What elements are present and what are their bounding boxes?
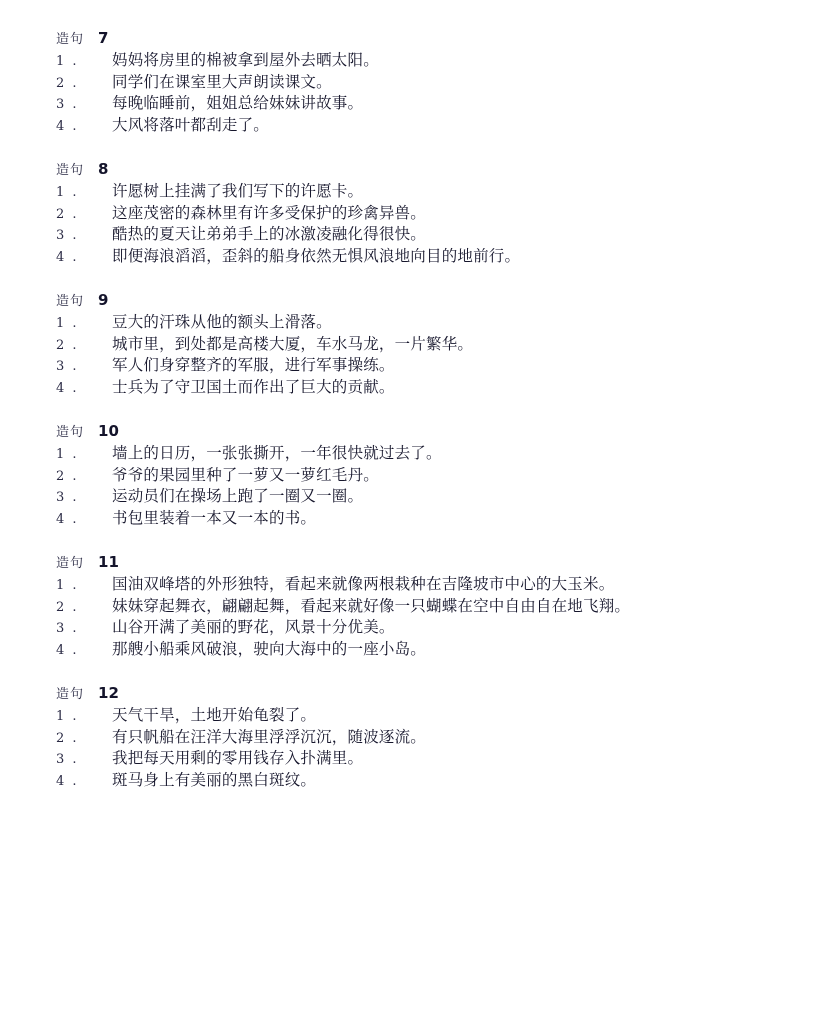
- group-number: 9: [98, 291, 109, 309]
- item-marker: 2 .: [56, 337, 79, 353]
- list-item: [56, 72, 785, 91]
- sentence-list: [56, 53, 785, 133]
- sentence-text: 酷热的夏天让弟弟手上的冰激凌融化得很快。: [112, 225, 427, 243]
- item-marker: 2 .: [56, 206, 79, 222]
- item-marker: 2 .: [56, 468, 79, 484]
- sentence-text: 大风将落叶都刮走了。: [112, 115, 270, 134]
- list-item: [56, 770, 785, 789]
- list-item: [56, 751, 785, 767]
- list-item: [56, 489, 785, 505]
- exercise-group: [56, 28, 785, 133]
- sentence-text: 斑马身上有美丽的黑白斑纹。: [112, 770, 317, 789]
- item-marker: 1 .: [56, 54, 79, 69]
- item-marker: 3 .: [56, 490, 79, 505]
- sentence-text: 天气干旱，土地开始龟裂了。: [112, 706, 317, 724]
- group-header: [56, 28, 785, 47]
- sentence-text: 妹妹穿起舞衣，翩翩起舞，看起来就好像一只蝴蝶在空中自由自在地飞翔。: [112, 596, 631, 615]
- item-marker: 4 .: [56, 118, 79, 134]
- sentence-list: [56, 577, 785, 657]
- sentence-text: 有只帆船在汪洋大海里浮浮沉沉，随波逐流。: [112, 727, 427, 746]
- sentence-text: 那艘小船乘风破浪，驶向大海中的一座小岛。: [112, 639, 427, 658]
- sentence-text: 山谷开满了美丽的野花，风景十分优美。: [112, 618, 395, 636]
- list-item: [56, 708, 785, 724]
- sentence-text: 士兵为了守卫国土而作出了巨大的贡献。: [112, 377, 395, 396]
- list-item: [56, 727, 785, 746]
- list-item: [56, 115, 785, 134]
- item-marker: 4 .: [56, 511, 79, 527]
- item-marker: 2 .: [56, 599, 79, 615]
- sentence-text: 运动员们在操场上跑了一圈又一圈。: [112, 487, 364, 505]
- list-item: [56, 358, 785, 374]
- item-marker: 1 .: [56, 185, 79, 200]
- exercise-group: [56, 552, 785, 657]
- item-marker: 1 .: [56, 316, 79, 331]
- list-item: [56, 203, 785, 222]
- sentence-text: 爷爷的果园里种了一萝又一萝红毛丹。: [112, 465, 379, 484]
- sentence-text: 同学们在课室里大声朗读课文。: [112, 72, 332, 91]
- group-label: 造句: [56, 163, 85, 178]
- sentence-text: 妈妈将房里的棉被拿到屋外去晒太阳。: [112, 51, 379, 69]
- sentence-text: 书包里装着一本又一本的书。: [112, 508, 317, 527]
- exercise-group: [56, 290, 785, 395]
- list-item: [56, 96, 785, 112]
- sentence-text: 我把每天用剩的零用钱存入扑满里。: [112, 749, 364, 767]
- item-marker: 4 .: [56, 249, 79, 265]
- list-item: [56, 446, 785, 462]
- item-marker: 1 .: [56, 447, 79, 462]
- exercise-group: [56, 159, 785, 264]
- group-label: 造句: [56, 32, 85, 47]
- sentence-text: 即便海浪滔滔，歪斜的船身依然无惧风浪地向目的地前行。: [112, 246, 521, 265]
- list-item: [56, 620, 785, 636]
- item-marker: 4 .: [56, 773, 79, 789]
- group-number: 11: [98, 553, 119, 571]
- sentence-text: 墙上的日历，一张张撕开，一年很快就过去了。: [112, 444, 442, 462]
- group-header: [56, 552, 785, 571]
- group-label: 造句: [56, 294, 85, 309]
- sentence-list: [56, 315, 785, 395]
- item-marker: 3 .: [56, 228, 79, 243]
- group-number: 10: [98, 422, 119, 440]
- item-marker: 2 .: [56, 75, 79, 91]
- list-item: [56, 315, 785, 331]
- list-item: [56, 53, 785, 69]
- item-marker: 3 .: [56, 97, 79, 112]
- list-item: [56, 227, 785, 243]
- sentence-list: [56, 184, 785, 264]
- list-item: [56, 377, 785, 396]
- group-header: [56, 421, 785, 440]
- sentence-text: 豆大的汗珠从他的额头上滑落。: [112, 313, 332, 331]
- item-marker: 1 .: [56, 709, 79, 724]
- item-marker: 3 .: [56, 359, 79, 374]
- sentence-list: [56, 446, 785, 526]
- item-marker: 1 .: [56, 578, 79, 593]
- group-header: [56, 683, 785, 702]
- list-item: [56, 184, 785, 200]
- group-header: [56, 290, 785, 309]
- list-item: [56, 596, 785, 615]
- exercise-group: [56, 683, 785, 788]
- item-marker: 2 .: [56, 730, 79, 746]
- group-label: 造句: [56, 556, 85, 571]
- list-item: [56, 577, 785, 593]
- item-marker: 4 .: [56, 642, 79, 658]
- sentence-text: 城市里，到处都是高楼大厦，车水马龙，一片繁华。: [112, 334, 474, 353]
- sentence-text: 国油双峰塔的外形独特，看起来就像两根栽种在吉隆坡市中心的大玉米。: [112, 575, 615, 593]
- item-marker: 3 .: [56, 752, 79, 767]
- list-item: [56, 465, 785, 484]
- exercise-group: [56, 421, 785, 526]
- sentence-list: [56, 708, 785, 788]
- group-label: 造句: [56, 425, 85, 440]
- sentence-text: 每晚临睡前，姐姐总给妹妹讲故事。: [112, 94, 364, 112]
- group-number: 7: [98, 29, 109, 47]
- sentence-text: 许愿树上挂满了我们写下的许愿卡。: [112, 182, 364, 200]
- group-number: 12: [98, 684, 119, 702]
- item-marker: 4 .: [56, 380, 79, 396]
- item-marker: 3 .: [56, 621, 79, 636]
- list-item: [56, 639, 785, 658]
- sentence-text: 军人们身穿整齐的军服，进行军事操练。: [112, 356, 395, 374]
- group-header: [56, 159, 785, 178]
- group-label: 造句: [56, 687, 85, 702]
- sentence-text: 这座茂密的森林里有许多受保护的珍禽异兽。: [112, 203, 427, 222]
- list-item: [56, 334, 785, 353]
- list-item: [56, 246, 785, 265]
- list-item: [56, 508, 785, 527]
- group-number: 8: [98, 160, 109, 178]
